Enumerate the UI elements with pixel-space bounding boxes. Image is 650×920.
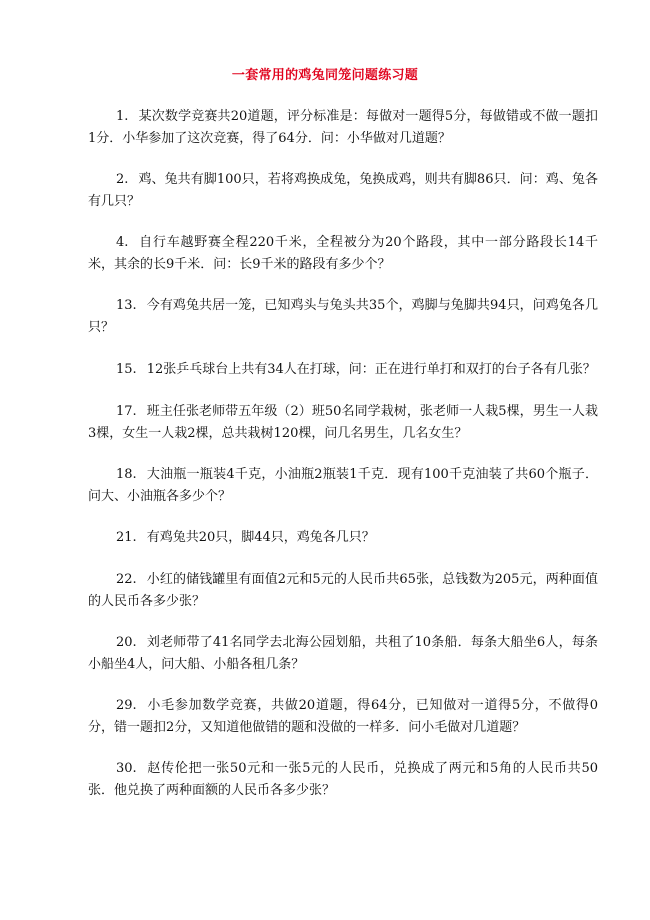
problem-number: 15. — [116, 362, 137, 377]
problem-item — [88, 106, 598, 150]
problem-number: 21. — [116, 530, 137, 545]
problem-number: 13. — [116, 298, 137, 313]
problem-number: 29. — [116, 698, 137, 713]
problem-text: 鸡、兔共有脚100只，若将鸡换成兔，兔换成鸡，则共有脚86只．问：鸡、兔各有几只？ — [88, 172, 598, 209]
problem-item — [88, 232, 598, 276]
problem-text: 今有鸡兔共居一笼，已知鸡头与兔头共35个，鸡脚与兔脚共94只，问鸡兔各几只？ — [88, 298, 598, 335]
problem-number: 4. — [116, 235, 129, 250]
problem-text: 刘老师带了41名同学去北海公园划船，共租了10条船．每条大船坐6人，每条小船坐4人，问大船、小船各租几条？ — [88, 635, 598, 672]
problem-item — [88, 527, 598, 549]
problem-number: 2. — [116, 172, 129, 187]
problem-text: 赵传伦把一张50元和一张5元的人民币，兑换成了两元和5角的人民币共50张．他兑换了两种面额的人民币各多少张？ — [88, 761, 598, 798]
problem-text: 班主任张老师带五年级（2）班50名同学栽树，张老师一人栽5棵，男生一人栽3棵，女生一人栽2棵，总共栽树120棵，问几名男生，几名女生？ — [88, 404, 598, 441]
problem-number: 20. — [116, 635, 137, 650]
problem-item — [88, 359, 598, 381]
problem-text: 12张乒乓球台上共有34人在打球，问：正在进行单打和双打的台子各有几张？ — [146, 362, 596, 377]
problem-item — [88, 169, 598, 213]
problem-item — [88, 464, 598, 508]
problem-text: 小红的储钱罐里有面值2元和5元的人民币共65张，总钱数为205元，两种面值的人民币各多少张？ — [88, 572, 598, 609]
problem-text: 某次数学竞赛共20道题，评分标准是：每做对一题得5分，每做错或不做一题扣1分．小华参加了这次竞赛，得了64分．问：小华做对几道题？ — [88, 109, 598, 146]
problem-item — [88, 295, 598, 339]
problem-item — [88, 632, 598, 676]
problem-number: 18. — [116, 467, 137, 482]
document-title: 一套常用的鸡兔同笼问题练习题 — [231, 68, 419, 83]
problem-list — [88, 106, 598, 821]
problem-item — [88, 695, 598, 739]
problem-number: 30. — [116, 761, 137, 776]
problem-text: 有鸡兔共20只，脚44只，鸡兔各几只？ — [146, 530, 375, 545]
problem-text: 大油瓶一瓶装4千克，小油瓶2瓶装1千克．现有100千克油装了共60个瓶子．问大、小油瓶各多少个？ — [88, 467, 598, 504]
problem-text: 小毛参加数学竞赛，共做20道题，得64分，已知做对一道得5分，不做得0分，错一题扣2分，又知道他做错的题和没做的一样多．问小毛做对几道题？ — [88, 698, 598, 735]
problem-number: 1. — [116, 109, 129, 124]
problem-item — [88, 569, 598, 613]
problem-item — [88, 401, 598, 445]
problem-number: 22. — [116, 572, 137, 587]
problem-item — [88, 758, 598, 802]
problem-number: 17. — [116, 404, 137, 419]
problem-text: 自行车越野赛全程220千米，全程被分为20个路段，其中一部分路段长14千米，其余的长9千米．问：长9千米的路段有多少个？ — [88, 235, 598, 272]
